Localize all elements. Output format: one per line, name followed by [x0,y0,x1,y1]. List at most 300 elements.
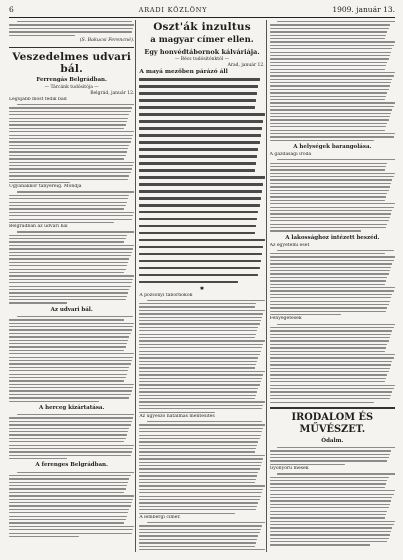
text-line [139,337,254,338]
text-line [9,118,128,119]
text-line [9,286,131,287]
section-subheading: Ódalm. [321,437,344,444]
text-line [139,317,262,318]
text-line [9,107,132,108]
divider [9,47,134,48]
text-line [139,357,258,358]
text-line [9,245,134,246]
text-line [277,473,395,474]
text-line [9,258,129,259]
text-block [139,521,264,552]
text-line [9,241,124,242]
text-line [270,527,393,528]
text-line [270,200,385,201]
text-line [270,203,395,204]
text-line [9,165,133,166]
text-line [270,507,389,508]
text-line [139,99,256,101]
text-line [139,506,257,507]
text-line [17,104,135,105]
text-line [9,35,75,36]
section-heading: IRODALOM ÉS MŰVÉSZET. [291,411,374,435]
text-line [9,272,124,273]
text-line [9,485,127,486]
text-line [270,75,394,76]
text-line [9,296,127,297]
text-line [9,387,133,388]
text-line [139,364,256,365]
text-line [139,438,259,439]
text-line [270,45,394,46]
text-line [9,370,128,371]
text-line [17,414,135,415]
text-line [139,441,258,442]
text-line [139,465,261,466]
text-line [9,367,129,368]
text-line [270,480,388,481]
text-line [270,260,394,261]
text-line [9,252,132,253]
paragraph-lead: Belgrádban az udvari bál [9,224,68,230]
text-line [9,195,129,196]
text-line [139,330,257,331]
text-line [139,260,261,262]
text-line [17,191,135,192]
text-line [139,532,259,533]
text-line [139,398,254,399]
text-line [270,179,393,180]
text-line [9,397,129,398]
text-line [270,511,388,512]
text-line [9,536,79,537]
paragraph-lead: Az ügyésző hatalmas mentesítés [139,413,215,419]
text-line [9,346,126,347]
text-line [270,487,385,488]
issue-date: 1909. január 13. [332,5,395,14]
section-subhead: A lakossághoz intézett beszéd. [285,234,380,241]
text-line [270,48,393,49]
text-line [139,381,261,382]
text-line [139,542,256,543]
text-line [270,304,389,305]
text-block [9,20,134,37]
text-line [9,168,132,169]
text-line [270,287,395,288]
text-line [270,294,393,295]
text-line [270,113,392,114]
text-line [139,169,254,171]
text-block [139,299,264,414]
text-line [270,361,393,362]
text-line [270,374,388,375]
text-line [270,351,385,352]
text-line [139,475,257,476]
text-line [9,455,131,456]
text-line [270,544,370,545]
text-line [270,273,389,274]
text-line [9,519,126,520]
text-line [139,401,264,402]
dateline: Belgrád, január 12. [90,90,135,96]
text-line [139,405,263,406]
text-block [9,230,134,305]
text-line [270,163,388,164]
text-line [139,525,262,526]
text-line [270,344,388,345]
text-line [9,172,131,173]
text-line [270,477,389,478]
column-2 [139,20,264,552]
text-line [270,460,388,461]
text-line [270,371,389,372]
text-line [270,35,387,36]
text-line [270,38,385,39]
text-line [270,24,390,25]
text-line [270,31,388,32]
text-line [139,78,259,80]
text-line [139,424,264,425]
text-line [139,106,254,108]
text-line [139,361,257,362]
text-line [9,343,127,344]
section-ornament: ✱ [199,285,205,292]
text-block [9,190,134,224]
article-source: — Bécs tudósitónktól — [174,57,230,62]
page-number: 6 [9,5,14,14]
paragraph-lead: A lembergi cimer. [139,514,181,520]
text-line [9,350,124,351]
section-subhead: A helységek barangolása. [293,144,372,151]
text-line [139,340,264,341]
text-block [270,322,395,403]
text-line [270,483,387,484]
text-line [270,217,390,218]
text-line [270,173,395,174]
text-line [270,541,388,542]
text-line [139,239,264,241]
text-line [9,482,128,483]
text-line [139,435,261,436]
text-line [270,454,390,455]
text-line [270,99,385,100]
text-line [270,517,385,518]
text-line [139,120,263,122]
text-line [139,549,264,550]
text-line [139,281,238,283]
text-line [9,302,67,303]
text-line [270,284,385,285]
text-line [270,514,387,515]
text-line [139,310,264,311]
text-line [9,238,126,239]
text-line [139,388,258,389]
article-headline-line2: a magyar címer ellen. [150,35,254,45]
text-line [9,329,132,330]
text-line [9,269,126,270]
text-line [270,220,389,221]
text-line [17,472,135,473]
text-line [9,24,134,25]
text-line [270,190,389,191]
text-line [9,526,134,527]
text-line [270,267,392,268]
text-line [9,179,128,180]
text-line [9,357,133,358]
text-line [270,368,390,369]
bold-text-block [139,76,264,286]
text-line [9,121,127,122]
text-line [9,475,131,476]
text-line [9,438,126,439]
text-line [139,395,256,396]
text-line [9,282,132,283]
paragraph-lead-bold: A mayá mezőben párázó áll [139,69,228,75]
text-line [147,522,265,523]
text-line [139,232,254,234]
text-line [9,424,131,425]
text-line [9,319,124,320]
text-line [270,256,395,257]
text-line [9,363,131,364]
text-line [9,138,132,139]
text-line [270,388,394,389]
text-line [270,41,395,42]
text-line [139,428,263,429]
text-line [139,546,254,547]
text-line [139,354,259,355]
text-line [270,457,389,458]
article-subhead: Egy honvédtábornok kálváriája. [144,48,260,56]
text-line [9,275,134,276]
text-line [9,499,133,500]
text-line [139,529,261,530]
text-line [9,502,132,503]
paragraph-lead: Fenyegetések [269,316,302,322]
text-line [270,58,389,59]
paragraph-lead: Ugyanakkor tányéréig. Mondja [9,184,82,190]
text-line [270,385,395,386]
text-line [139,539,257,540]
text-line [139,351,261,352]
text-line [147,300,265,301]
text-block [9,413,134,460]
text-line [270,136,394,137]
text-line [270,521,395,522]
text-line [270,96,387,97]
text-line [9,374,127,375]
section-subhead: Az udvari bál. [50,306,93,313]
text-line [270,301,390,302]
text-line [270,85,390,86]
text-line [9,135,133,136]
text-line [9,488,126,489]
text-line [270,116,390,117]
text-block [9,470,134,538]
text-line [270,72,395,73]
text-line [139,374,263,375]
text-line [277,250,394,251]
text-line [9,431,128,432]
text-line [270,130,385,131]
text-line [270,347,387,348]
text-line [277,159,395,160]
text-line [270,92,388,93]
text-line [270,183,392,184]
text-line [270,109,393,110]
text-line [270,230,362,231]
text-line [270,106,394,107]
text-line [139,492,262,493]
text-line [139,479,256,480]
text-line [270,524,394,525]
text-line [17,21,132,22]
text-line [9,448,133,449]
text-line [139,303,256,304]
text-line [9,458,67,459]
text-line [9,175,129,176]
text-line [139,412,214,413]
text-line [9,428,129,429]
text-line [9,516,127,517]
text-line [9,279,133,280]
text-line [9,451,132,452]
text-line [9,262,128,263]
text-line [270,186,390,187]
text-line [139,155,257,157]
text-line [9,377,126,378]
text-line [139,218,257,220]
text-line [139,92,257,94]
text-line [270,102,395,103]
text-line [139,113,264,115]
text-line [270,497,393,498]
text-line [9,235,127,236]
text-line [9,421,132,422]
text-line [277,21,395,22]
text-line [139,462,262,463]
text-line [9,512,128,513]
text-line [9,292,128,293]
text-line [9,384,134,385]
text-line [139,134,261,136]
text-line [270,337,390,338]
text-line [270,314,341,315]
columns [9,20,395,552]
column-1 [9,20,134,552]
text-block [270,446,395,466]
article-headline: Oszt'ák inzultus [153,21,251,33]
text-line [9,198,128,199]
text-line [9,326,133,327]
paragraph-lead: Gyönyörű mesék [269,466,309,472]
text-line [270,504,390,505]
text-line [9,265,127,266]
text-line [9,434,127,435]
text-line [270,140,374,141]
text-line [270,538,389,539]
text-line [270,62,388,63]
text-line [270,364,392,365]
text-line [147,421,262,422]
text-line [270,263,393,264]
text-line [9,495,134,496]
text-line [9,114,129,115]
text-line [139,468,259,469]
text-line [139,502,258,503]
text-line [9,128,124,129]
text-line [9,31,132,32]
text-line [270,490,395,491]
text-line [270,55,390,56]
text-line [9,529,133,530]
text-line [270,494,394,495]
text-line [270,176,394,177]
article-headline: Veszedelmes udvari bál. [12,50,132,75]
text-block [9,103,134,184]
text-line [9,28,133,29]
text-line [139,451,254,452]
text-line [270,227,387,228]
text-line [270,531,392,532]
masthead-rule [9,17,395,18]
text-line [9,248,133,249]
text-line [9,533,132,534]
text-line [9,492,124,493]
text-line [270,381,385,382]
text-line [139,225,256,227]
text-line [139,408,262,409]
masthead [9,4,395,15]
text-block [139,420,264,515]
text-line [9,380,124,381]
text-line [139,176,264,178]
text-line [139,489,263,490]
text-line [270,330,393,331]
paragraph-lead: Legujabb most fedik bad [9,96,67,102]
text-line [139,513,234,514]
text-line [139,509,256,510]
text-line [9,124,126,125]
text-line [270,196,387,197]
text-line [139,274,258,276]
dateline: Arad, január 12. [227,63,265,68]
text-line [139,347,262,348]
text-line [270,297,392,298]
text-line [139,327,258,328]
text-line [9,155,126,156]
text-line [139,253,262,255]
text-line [139,320,261,321]
text-line [270,193,388,194]
text-line [139,448,256,449]
text-line [139,371,264,372]
text-line [9,131,134,132]
text-line [139,85,258,87]
text-block [270,472,395,547]
text-line [139,323,259,324]
text-block [270,249,395,317]
text-line [9,255,131,256]
text-line [270,280,387,281]
text-line [17,231,135,232]
text-line [139,384,259,385]
text-line [139,499,259,500]
text-line [270,398,390,399]
text-line [9,522,124,523]
text-line [139,211,258,213]
text-line [139,334,256,335]
text-line [270,224,388,225]
